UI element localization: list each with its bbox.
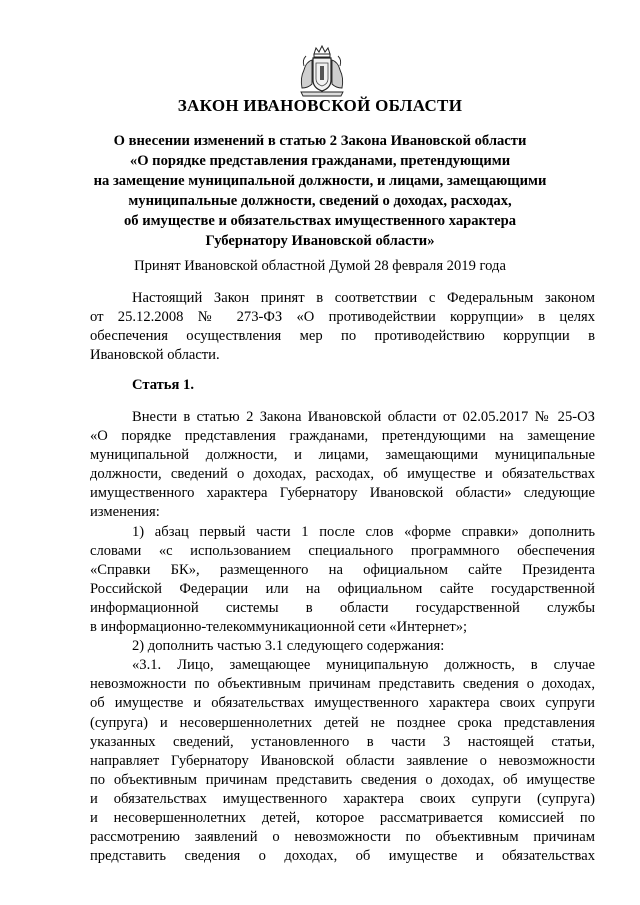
- article-heading: Статья 1.: [132, 377, 194, 393]
- text-line: от 25.12.2008 № 273-ФЗ «О противодействии коррупции» в целях: [90, 309, 595, 326]
- text-line: «О порядке представления гражданами, претендующими на замещение: [90, 428, 595, 445]
- text-line: 2) дополнить частью 3.1 следующего содержания:: [132, 638, 445, 655]
- text-line: информационной системы в области государственной службы: [90, 599, 595, 616]
- subtitle-line: об имуществе и обязательствах имущественного характера: [123, 213, 517, 229]
- intro-paragraph: [90, 289, 595, 365]
- text-line: (супруга) и несовершеннолетних детей не позднее срока представления: [90, 714, 595, 731]
- text-line: «3.1. Лицо, замещающее муниципальную должность, в случае: [132, 657, 595, 674]
- text-line: и обязательствах имущественного характера своих супруги (супруга): [90, 790, 595, 807]
- text-line: рассмотрению заявлений о невозможности по объективным причинам: [90, 829, 595, 846]
- text-line: в информационно-телекоммуникационной сети «Интернет»;: [90, 619, 468, 636]
- text-line: имущественного характера Губернатору Ивановской области» следующие: [90, 485, 595, 502]
- text-line: Внести в статью 2 Закона Ивановской области от 02.05.2017 № 25-ОЗ: [132, 409, 595, 425]
- subtitle-line: О внесении изменений в статью 2 Закона Ивановской области: [113, 133, 527, 149]
- text-line: указанных сведений, установленного в части 3 настоящей статьи,: [90, 733, 595, 750]
- text-line: «Справки БК», размещенного на официальном сайте Президента: [90, 561, 595, 578]
- subtitle-line: «О порядке представления гражданами, претендующими: [129, 153, 511, 169]
- text-line: по объективным причинам представить сведения о доходах, об имуществе: [90, 771, 595, 788]
- text-line: изменения:: [90, 504, 160, 521]
- coat-of-arms-icon: [296, 44, 348, 100]
- text-line: и несовершеннолетних детей, которое рассматривается комиссией по: [90, 809, 595, 826]
- text-line: Ивановской области.: [90, 347, 220, 364]
- subtitle-line: на замещение муниципальной должности, и лицами, замещающими: [93, 173, 547, 189]
- text-line: словами «с использованием специального программного обеспечения: [90, 542, 595, 559]
- article-body: [90, 408, 595, 866]
- text-line: об имуществе и обязательствах имущественного характера своих супруги: [90, 695, 595, 712]
- adoption-note: Принят Ивановской областной Думой 28 февраля 2019 года: [134, 258, 506, 274]
- text-line: муниципальной должности, и лицами, замещающими муниципальные: [90, 447, 595, 464]
- text-line: Настоящий Закон принят в соответствии с Федеральным законом: [132, 290, 595, 306]
- subtitle-line: Губернатору Ивановской области»: [205, 233, 435, 249]
- subtitle-line: муниципальные должности, сведений о доходах, расходах,: [128, 193, 512, 209]
- text-line: 1) абзац первый части 1 после слов «форме справки» дополнить: [132, 523, 595, 540]
- text-line: обеспечения осуществления мер по противодействию коррупции в: [90, 328, 595, 345]
- text-line: представить сведения о доходах, об имуществе и обязательствах: [90, 848, 595, 865]
- text-line: направляет Губернатору Ивановской области заявление о невозможности: [90, 752, 595, 769]
- law-title: ЗАКОН ИВАНОВСКОЙ ОБЛАСТИ: [177, 96, 463, 115]
- text-line: должности, сведений о доходах, расходах, об имуществе и обязательствах: [90, 466, 595, 483]
- text-line: невозможности по объективным причинам представить сведения о доходах,: [90, 676, 595, 693]
- text-line: Российской Федерации или на официальном сайте государственной: [90, 580, 595, 597]
- law-subtitle: [60, 131, 580, 251]
